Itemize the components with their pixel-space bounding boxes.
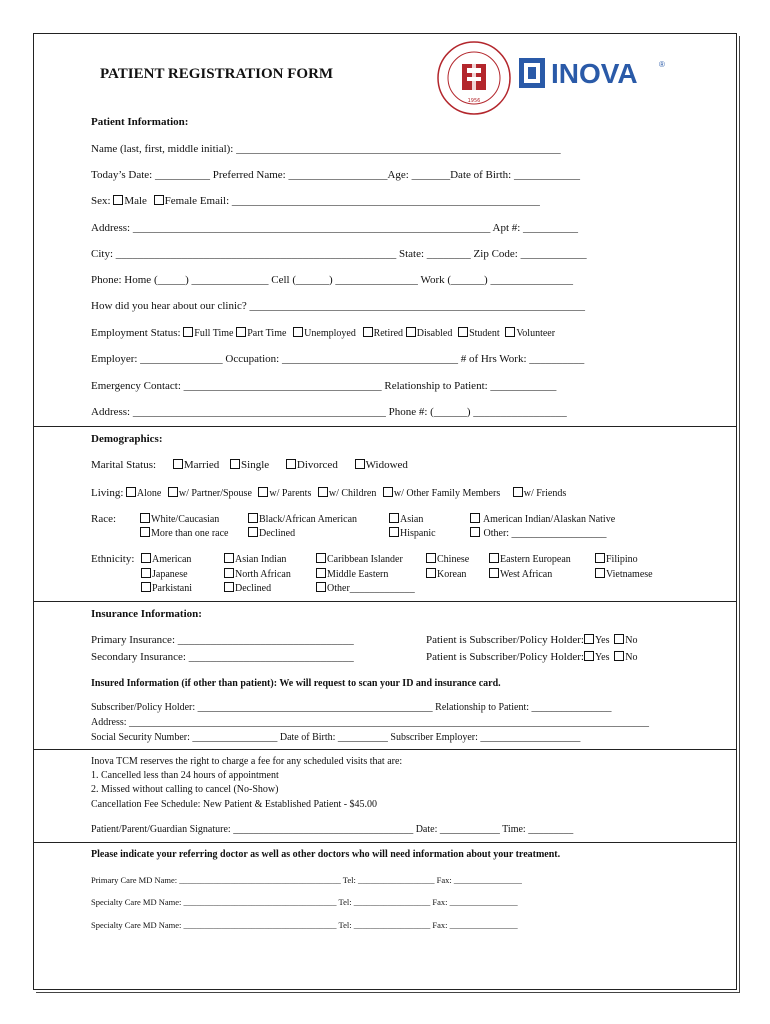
eth-other bbox=[316, 582, 415, 595]
friends-label: w/ Friends bbox=[523, 488, 567, 499]
eth-middle-eastern bbox=[316, 568, 388, 581]
eth-chinese bbox=[426, 553, 469, 566]
children-label: w/ Children bbox=[328, 488, 377, 499]
divider bbox=[33, 749, 737, 750]
date-age-field[interactable]: Today’s Date: __________ Preferred Name: __________________Age: _______Date of Birth: ____________ bbox=[91, 169, 580, 181]
chinese-label: Chinese bbox=[437, 554, 470, 565]
north-african-checkbox[interactable] bbox=[224, 568, 234, 578]
eastern-european-label: Eastern European bbox=[500, 554, 571, 565]
retired-label: Retired bbox=[373, 328, 404, 339]
eth-japanese bbox=[141, 568, 188, 581]
single-checkbox[interactable] bbox=[230, 459, 240, 469]
race-asian bbox=[389, 513, 423, 526]
fee-item-1: 1. Cancelled less than 24 hours of appointment bbox=[91, 770, 279, 781]
race-label: Race: bbox=[91, 513, 117, 525]
eth-eastern-european bbox=[489, 553, 571, 566]
employment-row bbox=[91, 327, 555, 340]
subscriber-field[interactable]: Subscriber/Policy Holder: _______________________________________________ Relationship to Patient: ________________ bbox=[91, 702, 612, 713]
partner-checkbox[interactable] bbox=[168, 487, 178, 497]
eth-korean bbox=[426, 568, 466, 581]
eth-north-african bbox=[224, 568, 291, 581]
widowed-label: Widowed bbox=[365, 459, 408, 471]
student-label: Student bbox=[469, 328, 500, 339]
address-field[interactable]: Address: _________________________________________________________________ Apt #: __________ bbox=[91, 222, 579, 234]
secondary-no-label: No bbox=[625, 652, 638, 663]
eth-declined bbox=[224, 582, 271, 595]
eth-american bbox=[141, 553, 191, 566]
secondary-holder-row bbox=[426, 651, 638, 664]
primary-insurance-field[interactable]: Primary Insurance: ________________________________ bbox=[91, 634, 354, 646]
chinese-checkbox[interactable] bbox=[426, 553, 436, 563]
other-family-checkbox[interactable] bbox=[383, 487, 393, 497]
eth-vietnamese bbox=[595, 568, 653, 581]
race-black bbox=[248, 513, 357, 526]
race-other bbox=[470, 527, 607, 540]
primary-no-checkbox[interactable] bbox=[614, 634, 624, 644]
hispanic-checkbox[interactable] bbox=[389, 527, 399, 537]
unemployed-checkbox[interactable] bbox=[293, 327, 303, 337]
employer-field[interactable]: Employer: _______________ Occupation: ________________________________ # of Hrs Work: __________ bbox=[91, 353, 585, 365]
west-african-checkbox[interactable] bbox=[489, 568, 499, 578]
black-checkbox[interactable] bbox=[248, 513, 258, 523]
sex-row bbox=[91, 195, 540, 208]
student-checkbox[interactable] bbox=[458, 327, 468, 337]
korean-checkbox[interactable] bbox=[426, 568, 436, 578]
race-hispanic bbox=[389, 527, 436, 540]
marital-row bbox=[91, 459, 408, 472]
primary-holder-row bbox=[426, 634, 638, 647]
unemployed-label: Unemployed bbox=[304, 328, 356, 339]
friends-checkbox[interactable] bbox=[513, 487, 523, 497]
volunteer-label: Volunteer bbox=[516, 328, 556, 339]
marital-label: Marital Status: bbox=[91, 459, 157, 471]
widowed-checkbox[interactable] bbox=[355, 459, 365, 469]
patient-info-heading: Patient Information: bbox=[91, 116, 189, 128]
vietnamese-label: Vietnamese bbox=[606, 569, 653, 580]
divider bbox=[33, 842, 737, 843]
subscriber-address-field[interactable]: Address: ________________________________________________________________________________________________________ bbox=[91, 717, 650, 728]
parents-label: w/ Parents bbox=[269, 488, 312, 499]
seal-year: 1956 bbox=[467, 98, 481, 104]
american-indian-label: American Indian/Alaskan Native bbox=[482, 514, 616, 525]
single-label: Single bbox=[241, 459, 270, 471]
emergency-address-field[interactable]: Address: ______________________________________________ Phone #: (______) _________________ bbox=[91, 406, 567, 418]
race-other-checkbox[interactable] bbox=[470, 527, 480, 537]
form-title: PATIENT REGISTRATION FORM bbox=[100, 66, 334, 82]
logo-text: INOVA bbox=[551, 58, 638, 89]
divorced-checkbox[interactable] bbox=[286, 459, 296, 469]
specialty-care-field-1[interactable]: Specialty Care MD Name: ____________________________________ Tel: __________________ Fax: ________________ bbox=[91, 897, 518, 907]
korean-label: Korean bbox=[437, 569, 467, 580]
black-label: Black/African American bbox=[259, 514, 358, 525]
primary-yes-checkbox[interactable] bbox=[584, 634, 594, 644]
divorced-label: Divorced bbox=[296, 459, 338, 471]
japanese-label: Japanese bbox=[152, 569, 188, 580]
specialty-care-field-2[interactable]: Specialty Care MD Name: ____________________________________ Tel: __________________ Fax: ________________ bbox=[91, 920, 518, 930]
american-checkbox[interactable] bbox=[141, 553, 151, 563]
alone-checkbox[interactable] bbox=[126, 487, 136, 497]
living-row bbox=[91, 487, 566, 500]
secondary-yes-checkbox[interactable] bbox=[584, 651, 594, 661]
disabled-checkbox[interactable] bbox=[406, 327, 416, 337]
american-label: American bbox=[152, 554, 192, 565]
eastern-european-checkbox[interactable] bbox=[489, 553, 499, 563]
parkistani-checkbox[interactable] bbox=[141, 582, 151, 592]
demographics-heading: Demographics: bbox=[91, 433, 163, 445]
hispanic-label: Hispanic bbox=[400, 528, 436, 539]
primary-no-label: No bbox=[625, 635, 638, 646]
asian-indian-label: Asian Indian bbox=[235, 554, 287, 565]
insured-info-heading: Insured Information (if other than patient): We will request to scan your ID and insurance card. bbox=[91, 678, 501, 689]
phone-field[interactable]: Phone: Home (_____) ______________ Cell (______) _______________ Work (______) _______________ bbox=[91, 274, 573, 286]
ethnicity-other-label: Other_____________ bbox=[327, 583, 415, 594]
volunteer-checkbox[interactable] bbox=[505, 327, 515, 337]
alone-label: Alone bbox=[136, 488, 162, 499]
part-time-checkbox[interactable] bbox=[236, 327, 246, 337]
full-time-label: Full Time bbox=[194, 328, 234, 339]
filipino-checkbox[interactable] bbox=[595, 553, 605, 563]
parkistani-label: Parkistani bbox=[152, 583, 192, 594]
race-american-indian bbox=[470, 513, 615, 526]
north-african-label: North African bbox=[235, 569, 291, 580]
male-checkbox[interactable] bbox=[113, 195, 123, 205]
multiple-race-checkbox[interactable] bbox=[140, 527, 150, 537]
partner-label: w/ Partner/Spouse bbox=[178, 488, 252, 499]
caribbean-checkbox[interactable] bbox=[316, 553, 326, 563]
eth-parkistani bbox=[141, 582, 192, 595]
primary-care-field[interactable]: Primary Care MD Name: ______________________________________ Tel: __________________ Fax: ________________ bbox=[91, 875, 522, 885]
ethnicity-label: Ethnicity: bbox=[91, 553, 135, 565]
divider bbox=[33, 601, 737, 602]
sex-label: Sex: bbox=[91, 195, 111, 207]
female-label: Female bbox=[164, 195, 198, 207]
email-field[interactable]: Email: ________________________________________________________ bbox=[199, 195, 540, 207]
eth-asian-indian bbox=[224, 553, 286, 566]
eth-filipino bbox=[595, 553, 638, 566]
female-checkbox[interactable] bbox=[154, 195, 164, 205]
secondary-no-checkbox[interactable] bbox=[614, 651, 624, 661]
japanese-checkbox[interactable] bbox=[141, 568, 151, 578]
ethnicity-declined-label: Declined bbox=[235, 583, 272, 594]
west-african-label: West African bbox=[500, 569, 553, 580]
referral-source-field[interactable]: How did you hear about our clinic? _____________________________________________________________ bbox=[91, 300, 586, 312]
ethnicity-other-checkbox[interactable] bbox=[316, 582, 326, 592]
white-checkbox[interactable] bbox=[140, 513, 150, 523]
signature-field[interactable]: Patient/Parent/Guardian Signature: ____________________________________ Date: ____________ Time: _________ bbox=[91, 824, 574, 835]
filipino-label: Filipino bbox=[606, 554, 638, 565]
asian-indian-checkbox[interactable] bbox=[224, 553, 234, 563]
ssn-field[interactable]: Social Security Number: _________________ Date of Birth: __________ Subscriber Employer: ____________________ bbox=[91, 732, 581, 743]
secondary-yes-label: Yes bbox=[594, 652, 610, 663]
secondary-insurance-field[interactable]: Secondary Insurance: ______________________________ bbox=[91, 651, 354, 663]
race-declined-checkbox[interactable] bbox=[248, 527, 258, 537]
caribbean-label: Caribbean Islander bbox=[327, 554, 403, 565]
secondary-holder-label: Patient is Subscriber/Policy Holder: bbox=[426, 651, 584, 663]
fee-schedule: Cancellation Fee Schedule: New Patient & Established Patient - $45.00 bbox=[91, 799, 378, 810]
race-white bbox=[140, 513, 219, 526]
asian-checkbox[interactable] bbox=[389, 513, 399, 523]
middle-eastern-label: Middle Eastern bbox=[327, 569, 389, 580]
emergency-contact-field[interactable]: Emergency Contact: ____________________________________ Relationship to Patient: ____________ bbox=[91, 380, 557, 392]
white-label: White/Caucasian bbox=[151, 514, 220, 525]
married-label: Married bbox=[183, 459, 220, 471]
asian-label: Asian bbox=[400, 514, 424, 525]
fee-intro: Inova TCM reserves the right to charge a fee for any scheduled visits that are: bbox=[91, 756, 403, 767]
employment-label: Employment Status: bbox=[91, 327, 181, 339]
full-time-checkbox[interactable] bbox=[183, 327, 193, 337]
primary-yes-label: Yes bbox=[594, 635, 610, 646]
married-checkbox[interactable] bbox=[173, 459, 183, 469]
middle-eastern-checkbox[interactable] bbox=[316, 568, 326, 578]
other-family-label: w/ Other Family Members bbox=[393, 488, 501, 499]
city-state-zip-field[interactable]: City: ___________________________________________________ State: ________ Zip Code: ____________ bbox=[91, 248, 587, 260]
vietnamese-checkbox[interactable] bbox=[595, 568, 605, 578]
children-checkbox[interactable] bbox=[318, 487, 328, 497]
fee-item-2: 2. Missed without calling to cancel (No-Show) bbox=[91, 784, 279, 795]
primary-holder-label: Patient is Subscriber/Policy Holder: bbox=[426, 634, 584, 646]
eth-west-african bbox=[489, 568, 552, 581]
part-time-label: Part Time bbox=[247, 328, 287, 339]
logo-mark: ® bbox=[659, 60, 665, 69]
disabled-label: Disabled bbox=[416, 328, 453, 339]
doctors-heading: Please indicate your referring doctor as well as other doctors who will need information about your treatment. bbox=[91, 849, 561, 860]
university-seal bbox=[434, 40, 514, 116]
multiple-race-label: More than one race bbox=[151, 528, 229, 539]
insurance-heading: Insurance Information: bbox=[91, 608, 202, 620]
divider bbox=[33, 426, 737, 427]
american-indian-checkbox[interactable] bbox=[470, 513, 480, 523]
male-label: Male bbox=[124, 195, 147, 207]
parents-checkbox[interactable] bbox=[258, 487, 268, 497]
race-multiple bbox=[140, 527, 228, 540]
eth-caribbean bbox=[316, 553, 403, 566]
inova-logo bbox=[517, 52, 667, 92]
race-declined bbox=[248, 527, 295, 540]
living-label: Living: bbox=[91, 487, 124, 499]
race-declined-label: Declined bbox=[259, 528, 296, 539]
ethnicity-declined-checkbox[interactable] bbox=[224, 582, 234, 592]
retired-checkbox[interactable] bbox=[363, 327, 373, 337]
name-field[interactable]: Name (last, first, middle initial): ___________________________________________________________ bbox=[91, 143, 561, 155]
race-other-label: Other: ___________________ bbox=[483, 528, 607, 539]
